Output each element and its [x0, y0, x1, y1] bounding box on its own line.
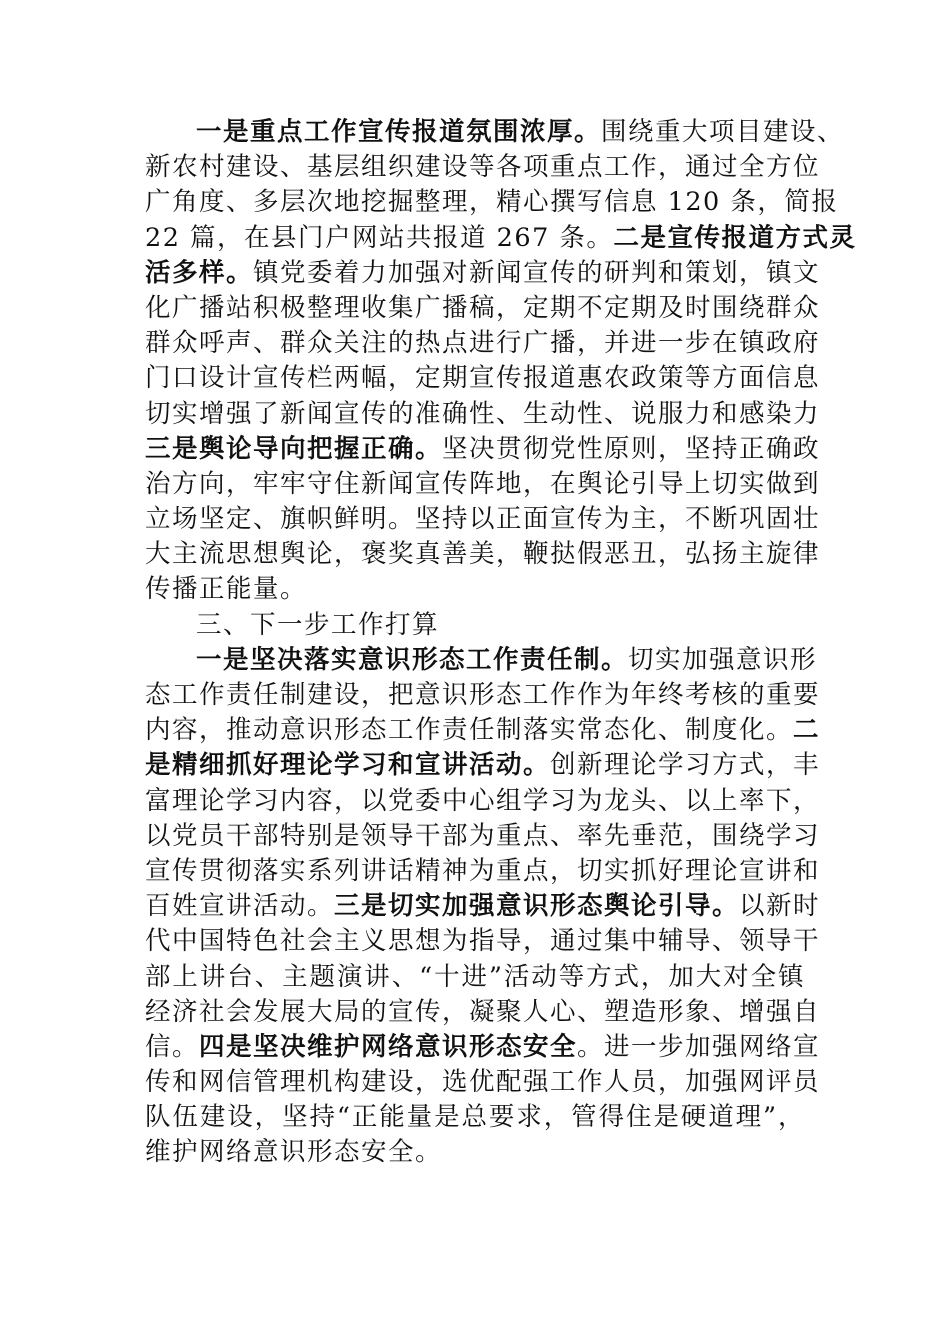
text-run: 信。 — [145, 1031, 200, 1062]
text-run: 维护网络意识形态安全。 — [145, 1137, 443, 1168]
text-run: 以新时 — [739, 891, 821, 922]
text-line — [145, 854, 821, 889]
text-run: 围绕重大项目建设、 — [601, 117, 845, 147]
text-run: 三、下一步工作打算 — [196, 609, 440, 640]
text-run: 新农村建设、基层组织建设等各项重点工作，通过全方位 — [145, 152, 821, 183]
text-line — [145, 432, 821, 467]
text-line — [145, 748, 821, 783]
text-line — [145, 608, 805, 643]
text-run: 内容，推动意识形态工作责任制落实常态化、制度化。 — [145, 715, 794, 746]
bold-text-run: 四是坚决维护网络意识形态安全 — [199, 1031, 578, 1062]
text-run: 群众呼声、群众关注的热点进行广播，并进一步在镇政府 — [145, 328, 821, 359]
text-run: 态工作责任制建设，把意识形态工作作为年终考核的重要 — [145, 680, 821, 710]
text-line — [145, 115, 845, 150]
bold-text-run: 是精细抓好理论学习和宣讲活动。 — [145, 750, 551, 781]
text-run: 代中国特色社会主义思想为指导，通过集中辅导、领导干 — [145, 926, 821, 957]
text-line — [145, 467, 821, 502]
document-body — [145, 115, 857, 1171]
text-run: 切实加强意识形 — [628, 644, 818, 675]
text-line — [145, 291, 821, 326]
text-line — [145, 1065, 821, 1100]
bold-text-run: 三是舆论导向把握正确。 — [145, 433, 443, 464]
text-run: 坚决贯彻党性原则，坚持正确政 — [442, 433, 821, 464]
text-run: 治方向，牢牢守住新闻宣传阵地，在舆论引导上切实做到 — [145, 468, 821, 499]
text-run: 22 篇，在县门户网站共报道 267 条。 — [145, 222, 614, 253]
text-line — [145, 784, 821, 819]
text-line — [145, 361, 821, 396]
text-line — [145, 221, 857, 256]
bold-text-run: 一是重点工作宣传报道氛围浓厚。 — [196, 117, 602, 147]
text-run: 门口设计宣传栏两幅，定期宣传报道惠农政策等方面信息 — [145, 363, 821, 394]
text-run: 队伍建设，坚持“正能量是总要求，管得住是硬道理”， — [145, 1102, 805, 1133]
text-run: 百姓宣讲活动。 — [145, 891, 335, 922]
text-run: 传和网信管理机构建设，选优配强工作人员，加强网评员 — [145, 1067, 821, 1098]
text-line — [145, 995, 821, 1030]
text-run: 化广播站积极整理收集广播稿，定期不定期及时围绕群众 — [145, 292, 821, 323]
text-line — [145, 713, 821, 748]
text-run: 传播正能量。 — [145, 574, 308, 605]
text-run: 广角度、多层次地挖掘整理，精心撰写信息 120 条，简报 — [145, 187, 839, 218]
text-run: 以党员干部特别是领导干部为重点、率先垂范，围绕学习 — [145, 820, 821, 851]
text-line — [145, 960, 805, 995]
text-run: 经济社会发展大局的宣传，凝聚人心、塑造形象、增强自 — [145, 996, 821, 1027]
text-run: 创新理论学习方式，丰 — [550, 750, 821, 781]
bold-text-run: 三是切实加强意识形态舆论引导。 — [334, 891, 740, 922]
text-line — [145, 185, 839, 220]
text-run: 切实增强了新闻宣传的准确性、生动性、说服力和感染力 — [145, 398, 821, 429]
text-line — [145, 678, 821, 713]
text-run: 镇党委着力加强对新闻宣传的研判和策划，镇文 — [253, 257, 821, 288]
bold-text-run: 一是坚决落实意识形态工作责任制。 — [196, 644, 629, 675]
bold-text-run: 二是宣传报道方式灵 — [613, 222, 857, 253]
text-line — [145, 1135, 805, 1170]
text-line — [145, 397, 821, 432]
text-line — [145, 537, 821, 572]
text-line — [145, 889, 821, 924]
text-line — [145, 924, 821, 959]
text-run: 富理论学习内容，以党委中心组学习为龙头、以上率下， — [145, 785, 821, 816]
text-run: 立场坚定、旗帜鲜明。坚持以正面宣传为主，不断巩固壮 — [145, 504, 821, 535]
text-line — [145, 819, 821, 854]
bold-text-run: 活多样。 — [145, 257, 254, 288]
text-run: 。进一步加强网络宣 — [577, 1031, 821, 1062]
text-line — [145, 150, 821, 185]
bold-text-run: 二 — [793, 715, 821, 746]
text-run: 部上讲台、主题演讲、“十进”活动等方式，加大对全镇 — [145, 961, 805, 992]
text-line — [145, 1030, 821, 1065]
text-line — [145, 256, 821, 291]
text-line — [145, 1100, 805, 1135]
text-line — [145, 326, 821, 361]
text-run: 大主流思想舆论，褒奖真善美，鞭挞假恶丑，弘扬主旋律 — [145, 539, 821, 570]
text-line — [145, 572, 805, 607]
text-run: 宣传贯彻落实系列讲话精神为重点，切实抓好理论宣讲和 — [145, 855, 821, 886]
text-line — [145, 502, 821, 537]
text-line — [145, 643, 818, 678]
